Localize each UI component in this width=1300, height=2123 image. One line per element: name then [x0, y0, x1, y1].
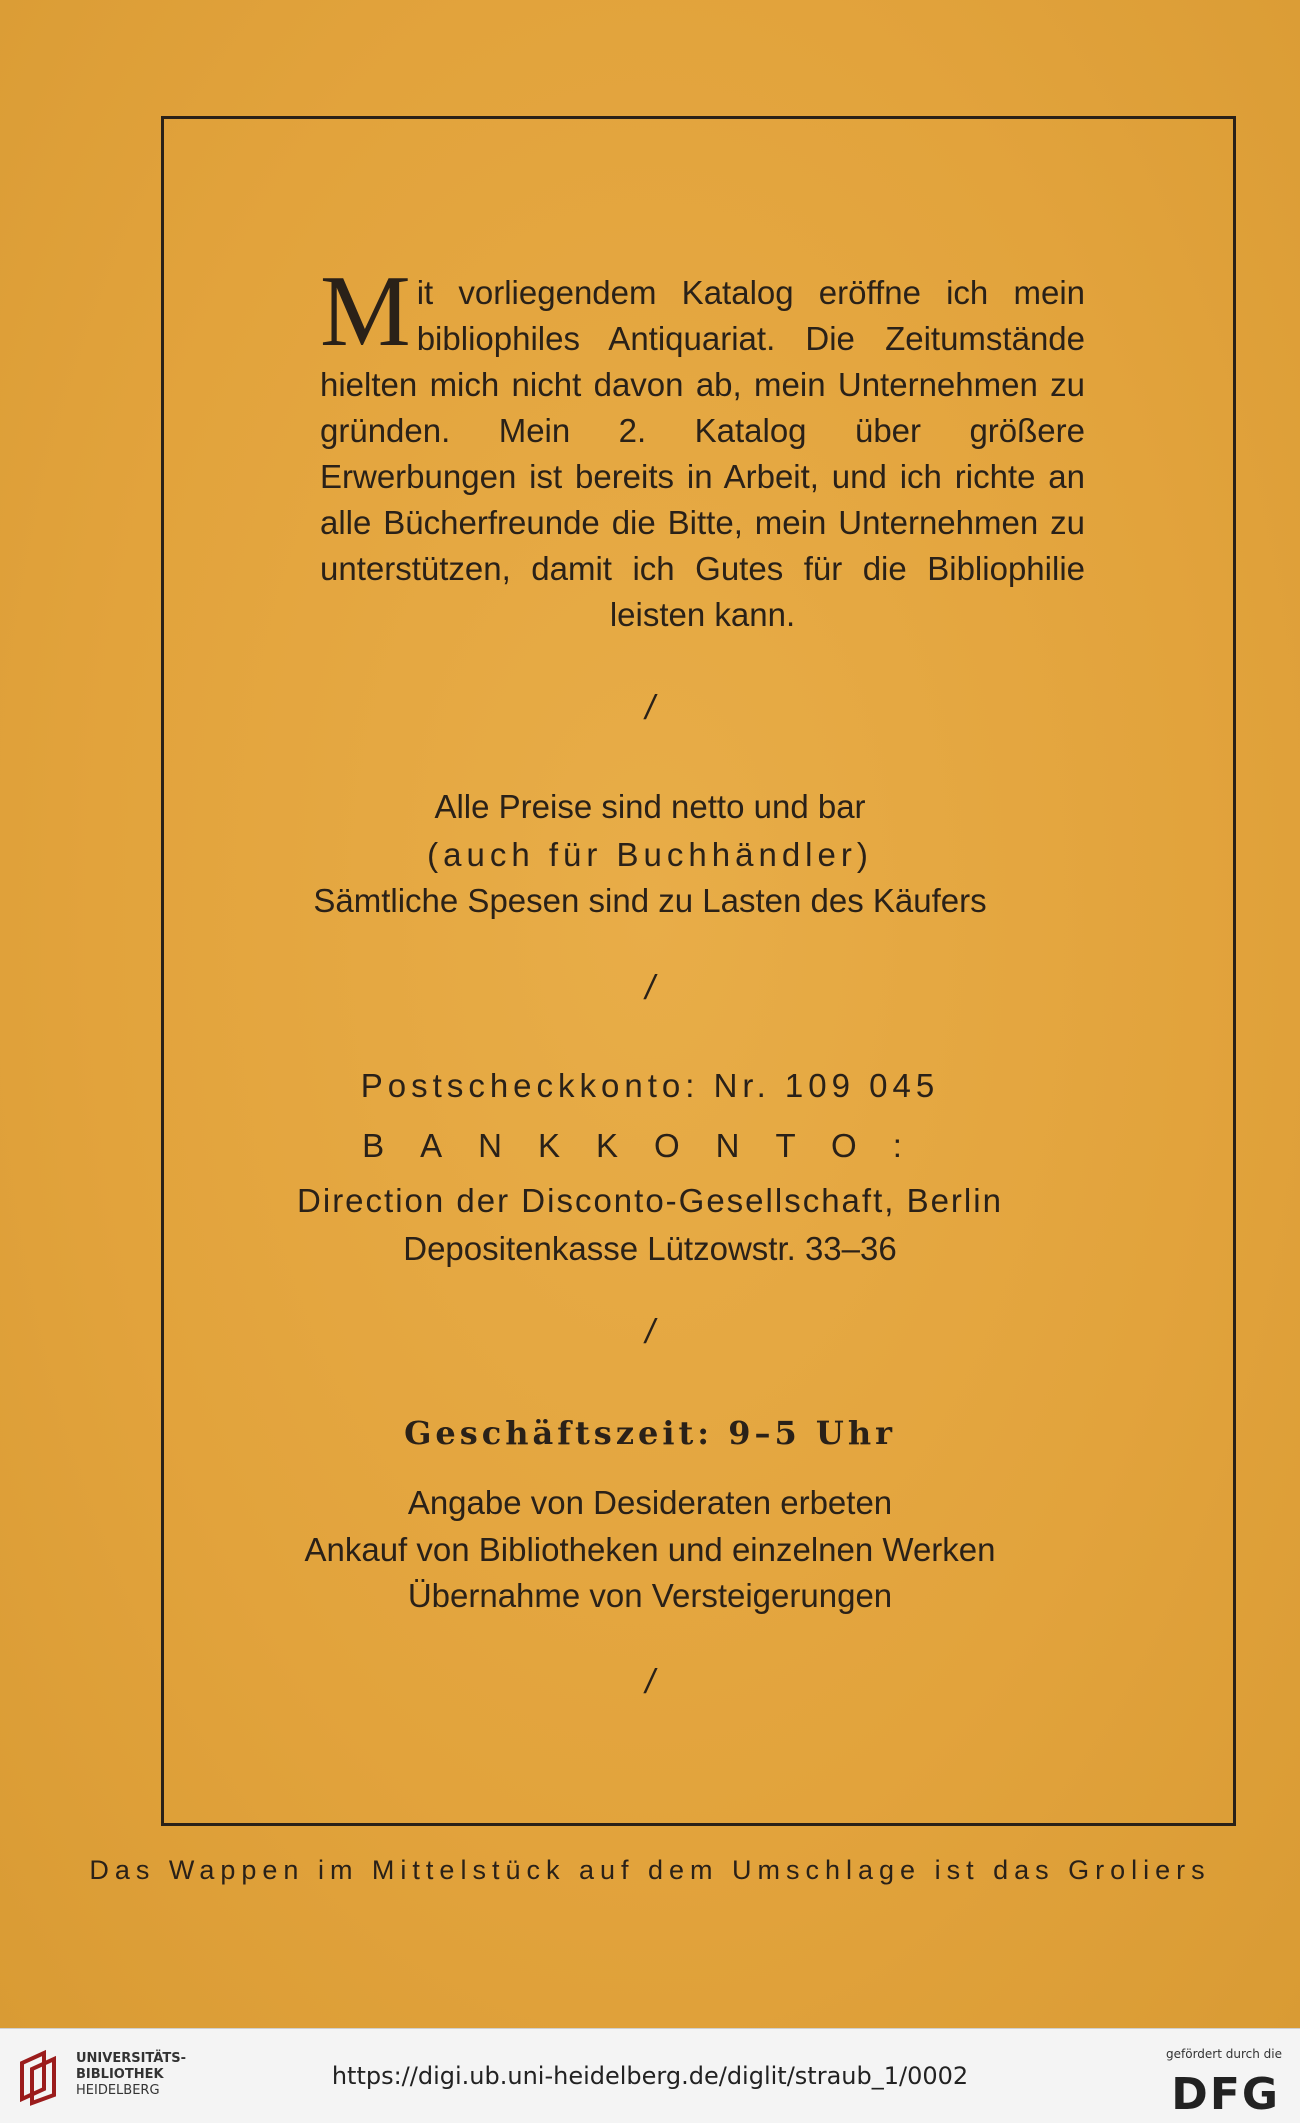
coat-of-arms-note: Das Wappen im Mittelstück auf dem Umschlage ist das Groliers	[89, 1855, 1211, 1885]
bank-name: Direction der Disconto-Gesellschaft, Berlin	[297, 1182, 1003, 1219]
bank-branch: Depositenkasse Lützowstr. 33–36	[403, 1230, 897, 1267]
bank-account-label: BANKKONTO:	[362, 1127, 938, 1164]
permalink-url[interactable]: https://digi.ub.uni-heidelberg.de/diglit/straub_1/0002	[331, 2062, 969, 2090]
dfg-logo[interactable]: DFG	[1171, 2069, 1280, 2120]
intro-paragraph	[320, 255, 1085, 638]
terms-line-2: (auch für Buchhändler)	[427, 836, 873, 873]
separator-1: /	[645, 689, 655, 727]
dropcap-letter: M	[320, 255, 411, 368]
terms-line-1: Alle Preise sind netto und bar	[434, 788, 866, 825]
library-name-line-1: UNIVERSITÄTS-	[76, 2051, 186, 2066]
postcheck-account: Postscheckkonto: Nr. 109 045	[360, 1067, 940, 1104]
business-line-1: Angabe von Desideraten erbeten	[407, 1484, 893, 1521]
funder-caption: gefördert durch die	[1166, 2047, 1282, 2061]
library-name-line-2: BIBLIOTHEK	[76, 2067, 164, 2082]
business-line-3: Übernahme von Versteigerungen	[407, 1577, 893, 1614]
business-hours: Geschäftszeit: 9–5 Uhr	[404, 1414, 896, 1452]
separator-4: /	[645, 1663, 655, 1701]
intro-text: it vorliegendem Katalog eröffne ich mein bibliophiles Antiquariat. Die Zeitumstände hielten mich nicht davon ab, mein Unternehmen zu gründen. Mein 2. Katalog über größere Erwerbungen ist bereits in Arbeit, und ich richte an alle Bücherfreunde die Bitte, mein Unternehmen zu unterstützen, damit ich Gutes für die Bibliophilie leisten kann.	[320, 274, 1085, 633]
terms-line-3: Sämtliche Spesen sind zu Lasten des Käufers	[313, 882, 987, 919]
business-line-2: Ankauf von Bibliotheken und einzelnen Werken	[304, 1531, 996, 1568]
separator-3: /	[645, 1313, 655, 1351]
library-name-line-3: HEIDELBERG	[76, 2083, 160, 2098]
separator-2: /	[645, 969, 655, 1007]
viewer-footer	[0, 2028, 1300, 2123]
